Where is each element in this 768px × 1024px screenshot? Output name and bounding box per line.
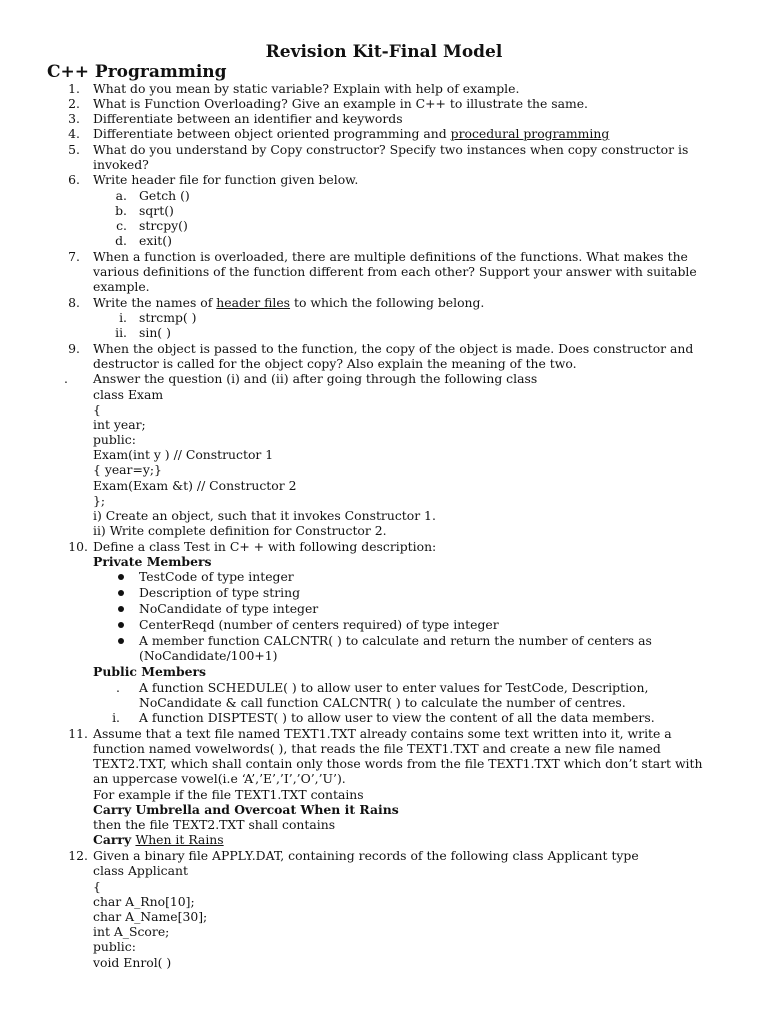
member-item: Description of type string <box>139 585 301 600</box>
sub-item-marker: . <box>116 680 120 695</box>
question-text: When the object is passed to the function, the copy of the object is made. Does constructor and <box>93 341 694 356</box>
sub-item-marker: i. <box>112 710 120 725</box>
bullet-icon <box>118 574 124 580</box>
member-item: A member function CALCNTR( ) to calculate and return the number of centers as <box>139 633 652 648</box>
question-number: 4. <box>68 126 80 141</box>
question-text: Differentiate between object oriented programming and procedural programming <box>93 126 610 141</box>
question-text: invoked? <box>93 157 149 172</box>
member-item: NoCandidate of type integer <box>139 601 319 616</box>
code-line: void Enrol( ) <box>93 955 172 970</box>
code-line: char A_Name[30]; <box>93 909 208 924</box>
question-text: an uppercase vowel(i.e ‘A’,’E’,’I’,’O’,’U’). <box>93 771 346 786</box>
bullet-icon <box>118 622 124 628</box>
question-part: ii) Write complete definition for Constructor 2. <box>93 523 387 538</box>
code-line: }; <box>93 493 106 508</box>
question-text: TEXT2.TXT, which shall contain only those words from the file TEXT1.TXT which don’t start with <box>93 756 703 771</box>
member-item: CenterReqd (number of centers required) of type integer <box>139 617 499 632</box>
member-item: TestCode of type integer <box>139 569 294 584</box>
code-line: public: <box>93 939 136 954</box>
question-number: 7. <box>68 249 80 264</box>
question-text: What do you mean by static variable? Explain with help of example. <box>93 81 520 96</box>
question-text: then the file TEXT2.TXT shall contains <box>93 817 336 832</box>
question-number: 9. <box>68 341 80 356</box>
procedural-programming-link[interactable]: procedural programming <box>450 126 610 141</box>
bullet-icon <box>118 590 124 596</box>
question-text: function named vowelwords( ), that reads the file TEXT1.TXT and create a new file named <box>93 741 661 756</box>
bullet-icon <box>118 638 124 644</box>
sub-item-marker: d. <box>115 233 127 248</box>
member-item-continued: NoCandidate & call function CALCNTR( ) to calculate the number of centres. <box>139 695 626 710</box>
bullet-icon <box>118 606 124 612</box>
question-number: 8. <box>68 295 80 310</box>
question-number: 10. <box>68 539 88 554</box>
question-text: Assume that a text file named TEXT1.TXT already contains some text written into it, write a <box>93 726 672 741</box>
code-line: { <box>93 402 101 417</box>
question-number: 1. <box>68 81 80 96</box>
example-result: Carry When it Rains <box>93 832 224 847</box>
question-number: 3. <box>68 111 80 126</box>
question-number: 5. <box>68 142 80 157</box>
question-number: 2. <box>68 96 80 111</box>
section-heading: C++ Programming <box>47 62 227 82</box>
example-text: Carry Umbrella and Overcoat When it Rains <box>93 802 399 817</box>
member-item-continued: (NoCandidate/100+1) <box>139 648 278 663</box>
question-text: For example if the file TEXT1.TXT contains <box>93 787 364 802</box>
code-line: { year=y;} <box>93 462 162 477</box>
sub-item-text: strcpy() <box>139 218 188 233</box>
private-members-heading: Private Members <box>93 554 212 569</box>
question-text: Define a class Test in C+ + with following description: <box>93 539 437 554</box>
question-part: i) Create an object, such that it invokes Constructor 1. <box>93 508 436 523</box>
sub-item-text: Getch () <box>139 188 190 203</box>
public-members-heading: Public Members <box>93 664 207 679</box>
page-title: Revision Kit-Final Model <box>265 42 503 62</box>
sub-item-marker: c. <box>116 218 127 233</box>
question-number: 6. <box>68 172 80 187</box>
question-text: Differentiate between an identifier and keywords <box>93 111 403 126</box>
question-number: 11. <box>68 726 88 741</box>
sub-item-marker: b. <box>115 203 127 218</box>
sub-item-text: sin( ) <box>139 325 171 340</box>
sub-item-text: exit() <box>139 233 172 248</box>
code-line: class Exam <box>93 387 164 402</box>
question-text: destructor is called for the object copy? Also explain the meaning of the two. <box>93 356 577 371</box>
question-text: Write the names of header files to which the following belong. <box>93 295 485 310</box>
question-text: What is Function Overloading? Give an example in C++ to illustrate the same. <box>93 96 588 111</box>
sub-item-marker: i. <box>119 310 127 325</box>
code-line: char A_Rno[10]; <box>93 894 195 909</box>
code-line: public: <box>93 432 136 447</box>
sub-item-text: sqrt() <box>139 203 174 218</box>
question-text: Answer the question (i) and (ii) after going through the following class <box>93 371 538 386</box>
sub-item-marker: a. <box>115 188 127 203</box>
question-number: 12. <box>68 848 88 863</box>
code-line: int A_Score; <box>93 924 170 939</box>
code-line: class Applicant <box>93 863 188 878</box>
question-text: example. <box>93 279 150 294</box>
code-line: Exam(Exam &t) // Constructor 2 <box>93 478 297 493</box>
question-text: When a function is overloaded, there are multiple definitions of the functions. What makes the <box>93 249 688 264</box>
question-text: What do you understand by Copy constructor? Specify two instances when copy constructor is <box>93 142 689 157</box>
when-it-rains-link[interactable]: When it Rains <box>135 832 224 847</box>
sub-item-marker: ii. <box>115 325 127 340</box>
question-number: . <box>64 371 68 386</box>
question-text: Write header file for function given below. <box>93 172 359 187</box>
member-item: A function SCHEDULE( ) to allow user to enter values for TestCode, Description, <box>139 680 649 695</box>
code-line: int year; <box>93 417 146 432</box>
code-line: { <box>93 879 101 894</box>
question-text: Given a binary file APPLY.DAT, containing records of the following class Applicant type <box>93 848 639 863</box>
member-item: A function DISPTEST( ) to allow user to view the content of all the data members. <box>139 710 655 725</box>
sub-item-text: strcmp( ) <box>139 310 197 325</box>
question-text: various definitions of the function different from each other? Support your answer with suitable <box>93 264 697 279</box>
code-line: Exam(int y ) // Constructor 1 <box>93 447 274 462</box>
header-files-link[interactable]: header files <box>216 295 291 310</box>
